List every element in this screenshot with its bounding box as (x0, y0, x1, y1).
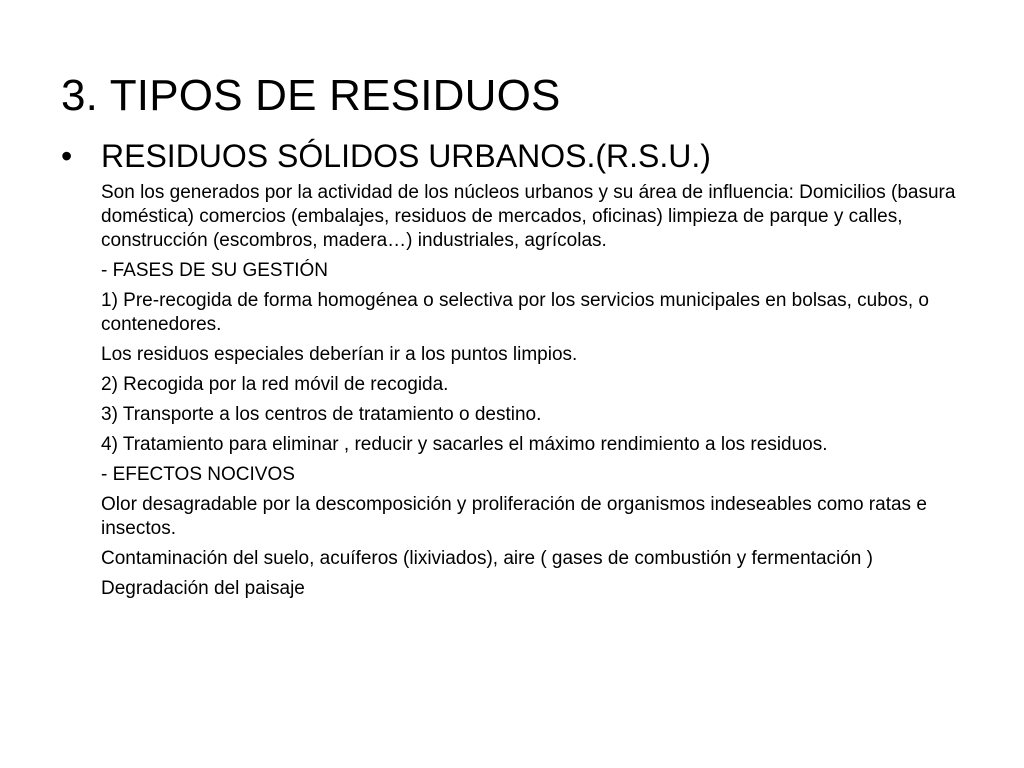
paragraph-phase-4: 4) Tratamiento para eliminar , reducir y sacarles el máximo rendimiento a los residuos. (101, 434, 828, 455)
paragraph-effect-landscape: Degradación del paisaje (101, 578, 305, 599)
paragraph-definition: Son los generados por la actividad de los núcleos urbanos y su área de influencia: Domicilios (basura doméstica) comercios (embalajes, residuos de mercados, oficinas) limpieza de parque y calles, construcción (escombros, madera…) industriales, agrícolas. (101, 182, 956, 251)
paragraph-effect-odor: Olor desagradable por la descomposición y proliferación de organismos indeseables como ratas e insectos. (101, 494, 927, 539)
bullet-icon: • (61, 138, 73, 174)
paragraph-phase-3: 3) Transporte a los centros de tratamiento o destino. (101, 404, 542, 425)
slide-title: 3. TIPOS DE RESIDUOS (61, 71, 561, 120)
paragraph-effect-contamination: Contaminación del suelo, acuíferos (lixiviados), aire ( gases de combustión y fermentación ) (101, 548, 873, 569)
bullet-heading-row (61, 134, 961, 178)
paragraph-special-waste: Los residuos especiales deberían ir a los puntos limpios. (101, 344, 578, 365)
slide-body (101, 181, 981, 607)
paragraph-phase-1: 1) Pre-recogida de forma homogénea o selectiva por los servicios municipales en bolsas, cubos, o contenedores. (101, 290, 929, 335)
section-heading-phases: - FASES DE SU GESTIÓN (101, 260, 328, 281)
section-heading-effects: - EFECTOS NOCIVOS (101, 464, 295, 485)
bullet-heading: RESIDUOS SÓLIDOS URBANOS.(R.S.U.) (101, 138, 711, 174)
paragraph-phase-2: 2) Recogida por la red móvil de recogida. (101, 374, 449, 395)
